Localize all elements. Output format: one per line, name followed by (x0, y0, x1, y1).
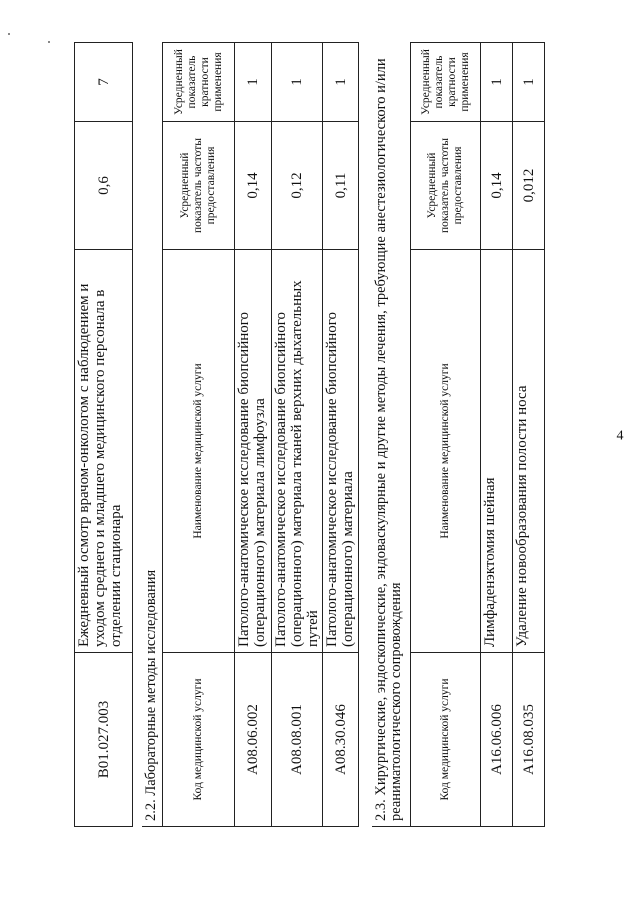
frequency-value: 0,12 (272, 122, 323, 250)
col-header-multiplicity: Усредненный показатель кратности применения (163, 43, 235, 122)
multiplicity-value: 1 (513, 43, 545, 122)
col-header-frequency: Усредненный показатель частоты предоставления (411, 122, 481, 250)
table-surgical-methods (410, 42, 545, 827)
multiplicity-value: 7 (75, 43, 133, 122)
page-number: 4 (616, 428, 624, 444)
table-row (513, 43, 545, 827)
service-name: Патолого-анатомическое исследование биопсийного (операционного) материала (323, 250, 359, 653)
col-header-frequency: Усредненный показатель частоты предоставления (163, 122, 235, 250)
service-name: Патолого-анатомическое исследование биопсийного (операционного) материала тканей верхних дыхательных путей (272, 250, 323, 653)
service-code: A08.08.001 (272, 653, 323, 827)
service-code: A08.30.046 (323, 653, 359, 827)
scan-speck (48, 41, 50, 43)
service-code: B01.027.003 (75, 653, 133, 827)
service-code: A08.06.002 (235, 653, 272, 827)
multiplicity-value: 1 (235, 43, 272, 122)
frequency-value: 0,012 (513, 122, 545, 250)
frequency-value: 0,14 (235, 122, 272, 250)
section-2-3-title: 2.3. Хирургические, эндоскопические, эндоваскулярные и другие методы лечения, требующие анестезиологического и/или реаниматологического сопровождения (373, 58, 404, 821)
table-row (481, 43, 513, 827)
scan-speck (8, 33, 10, 35)
frequency-value: 0,11 (323, 122, 359, 250)
service-name: Ежедневный осмотр врачом-онкологом с наблюдением и уходом среднего и младшего медицинского персонала в отделении стационара (75, 250, 133, 653)
table-lab-methods (162, 42, 359, 827)
service-name: Удаление новообразования полости носа (513, 250, 545, 653)
col-header-name: Наименование медицинской услуги (411, 250, 481, 653)
section-bar (372, 826, 410, 827)
table-consultation (74, 42, 133, 827)
service-code: A16.06.006 (481, 653, 513, 827)
frequency-value: 0,14 (481, 122, 513, 250)
service-name: Патолого-анатомическое исследование биопсийного (операционного) материала лимфоузла (235, 250, 272, 653)
multiplicity-value: 1 (481, 43, 513, 122)
section-2-2-title: 2.2. Лабораторные методы исследования (143, 569, 159, 821)
table-row (323, 43, 359, 827)
service-code: A16.08.035 (513, 653, 545, 827)
multiplicity-value: 1 (323, 43, 359, 122)
multiplicity-value: 1 (272, 43, 323, 122)
service-name: Лимфаденэктомия шейная (481, 250, 513, 653)
col-header-multiplicity: Усредненный показатель кратности применения (411, 43, 481, 122)
col-header-code: Код медицинской услуги (163, 653, 235, 827)
col-header-name: Наименование медицинской услуги (163, 250, 235, 653)
col-header-code: Код медицинской услуги (411, 653, 481, 827)
table-row (235, 43, 272, 827)
frequency-value: 0,6 (75, 122, 133, 250)
table-row (272, 43, 323, 827)
